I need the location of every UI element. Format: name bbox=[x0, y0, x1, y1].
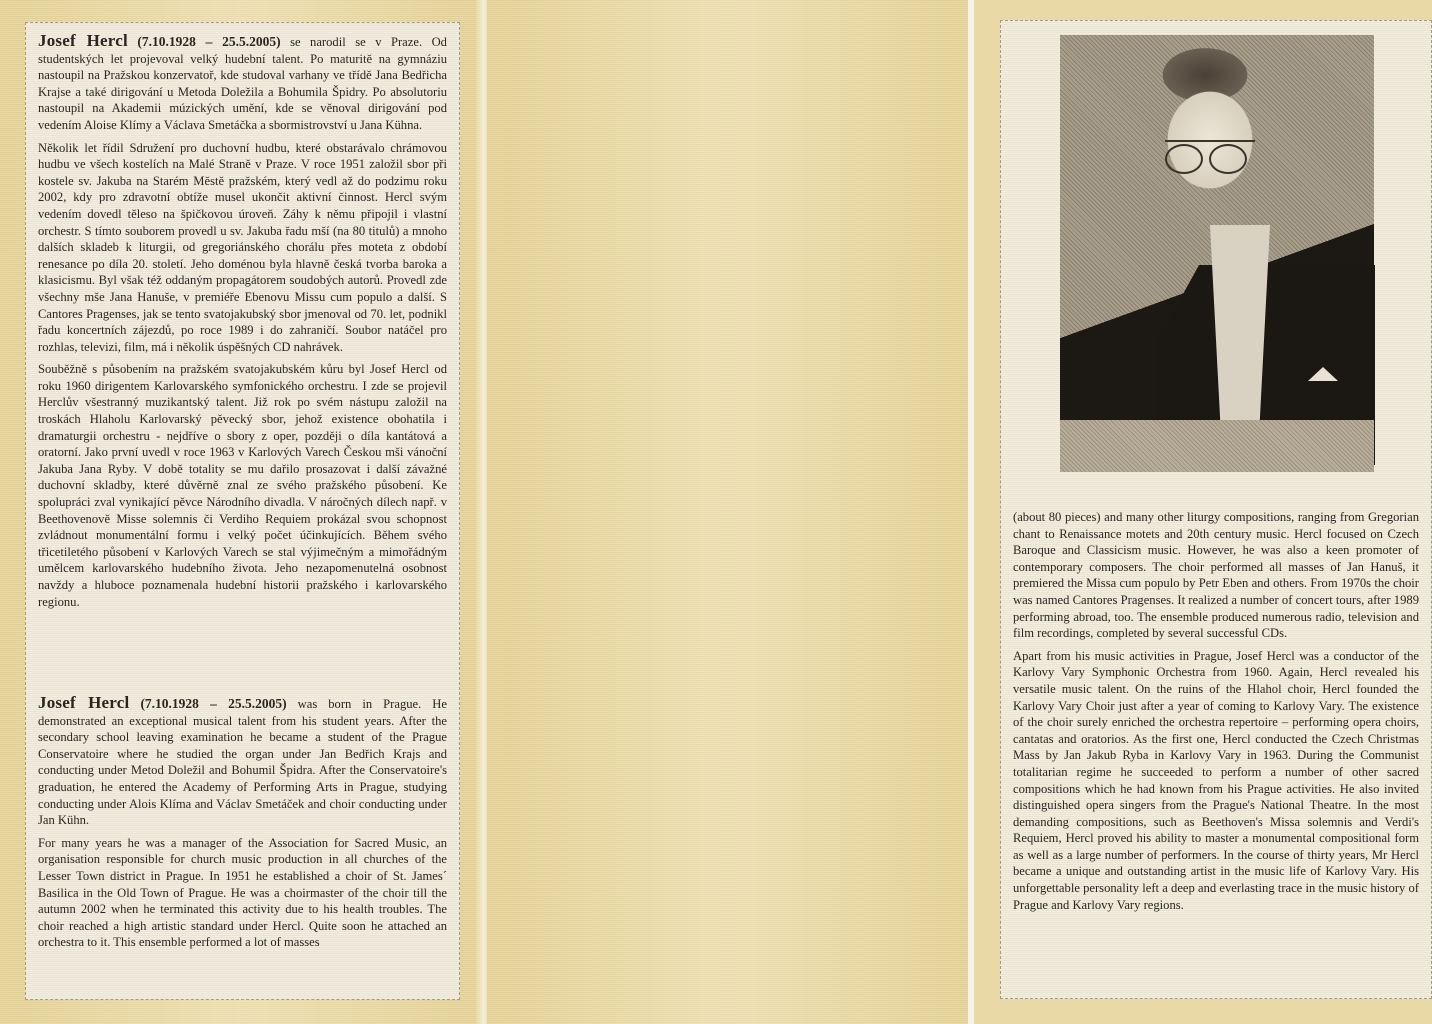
czech-intro-text: se narodil se v Praze. Od studentských let projevoval velký hudební talent. Po maturitě na gymnáziu nastoupil na Pražskou konzervatoř, kde studoval varhany ve třídě Jana Bedřicha Krajse a také dirigování u Metoda Doležila a Bohumila Špidry. Po absolutoriu nastoupil na Akademii múzických umění, kde se věnoval dirigování pod vedením Aloise Klímy a Václava Smetáčka a sbormistrovství u Jana Kühna. bbox=[38, 35, 447, 132]
english-intro-text: was born in Prague. He demonstrated an exceptional musical talent from his student years. After the secondary school leaving examination he became a student of the Prague Conservatoire where he studied the organ under Jan Bedřich Krajs and conducting under Metod Doležil and Bohumil Špidra. After the Conservatoire's graduation, he entered the Academy of Performing Arts in Prague, studying conducting under Alois Klíma and Václav Smetáček and choir conducting under Jan Kühn. bbox=[38, 697, 447, 828]
czech-intro-paragraph bbox=[38, 33, 447, 134]
photo-pocket-square bbox=[1308, 367, 1338, 381]
photo-glasses bbox=[1165, 140, 1255, 172]
czech-paragraph: Několik let řídil Sdružení pro duchovní hudbu, které obstarávalo chrámovou hudbu ve všech kostelích na Malé Straně v Praze. V roce 1951 založil sbor při kostele sv. Jakuba na Starém Městě pražském, který vedl až do podzimu roku 2002, kdy pro zdravotní obtíže musel ukončit aktivní činnost. Hercl svým vedením dovedl těleso na špičkovou úroveň. Záhy k němu připojil i vlastní orchestr. S tímto souborem provedl u sv. Jakuba řadu mší (na 80 titulů) a mnoho dalších skladeb k liturgii, od gregoriánského chorálu přes moteta z období renesance po díla 20. století. Jeho doménou byla hlavně česká tvorba baroka a klasicismu. Byl však též oddaným propagátorem soudobých autorů. Provedl zde všechny mše Jana Hanuše, v premiéře Ebenovu Missu cum populo a další. S Cantores Pragenses, jak se tento svatojakubský sbor jmenoval od 70. let, podnikl řadu koncertních zájezdů, po roce 1989 i do zahraničí. Soubor natáčel pro rozhlas, televizi, film, má i několik úspěšných CD nahrávek. bbox=[38, 140, 447, 354]
english-paragraph: For many years he was a manager of the Association for Sacred Music, an organisation responsible for church music production in all churches of the Lesser Town district in Prague. In 1951 he established a choir of St. James´ Basilica in the Old Town of Prague. He was a choirmaster of the choir till the autumn 2002 when he terminated this activity due to his health troubles. The choir reached a high artistic standard under Hercl. Quite soon he attached an orchestra to it. This ensemble performed a lot of masses bbox=[38, 835, 447, 950]
czech-biography bbox=[38, 33, 447, 616]
english-biography-part-1 bbox=[38, 695, 447, 957]
scan-edge bbox=[968, 0, 974, 1024]
english-paragraph: (about 80 pieces) and many other liturgy compositions, ranging from Gregorian chant to Renaissance motets and 20th century music. Hercl focused on Czech Baroque and Classicism music. However, he was also a keen promoter of contemporary composers. The choir performed all masses of Jan Hanuš, it premiered the Missa cum populo by Petr Eben and others. From 1970s the choir was named Cantores Pragenses. It realized a number of concert tours, after 1989 performing abroad, too. The ensemble produced numerous radio, television and film recordings, completed by several successful CDs. bbox=[1013, 510, 1419, 641]
subject-dates: (7.10.1928 – 25.5.2005) bbox=[137, 34, 281, 49]
subject-dates: (7.10.1928 – 25.5.2005) bbox=[140, 696, 287, 711]
left-text-panel bbox=[25, 22, 460, 1000]
english-intro-paragraph bbox=[38, 695, 447, 829]
english-paragraph: Apart from his music activities in Prague, Josef Hercl was a conductor of the Karlovy Vary Symphonic Orchestra from 1960. Again, Hercl revealed his versatile music talent. On the ruins of the Hlahol choir, Hercl founded the Karlovy Vary Choir just after a year of coming to Karlovy Vary. The existence of the choir surely enriched the orchestra repertoire – performing opera choirs, cantatas and oratorios. As the first one, Hercl conducted the Czech Christmas Mass by Jan Jakub Ryba in Karlovy Vary in 1963. During the Communist totalitarian regime he succeeded to perform a number of other sacred compositions which he had known from his Prague activities. He also invited distinguished opera singers from the Prague's National Theatre. In the most demanding compositions, such as Beethoven's Missa solemnis and Verdi's Requiem, Hercl proved his ability to master a monumental compositional form as well as a large number of performers. In the course of thirty years, Mr Hercl became a unique and outstanding artist in the music life of Karlovy Vary. His unforgettable personality left a deep and everlasting trace in the music history of Prague and Karlovy Vary regions. bbox=[1013, 648, 1419, 912]
portrait-photo bbox=[1060, 35, 1374, 472]
left-page bbox=[0, 0, 482, 1024]
czech-paragraph: Souběžně s působením na pražském svatojakubském kůru byl Josef Hercl od roku 1960 dirigentem Karlovarského symfonického orchestru. I zde se projevil Herclův všestranný muzikantský talent. Již rok po svém nástupu založil na troskách Hlaholu Karlovarský pěvecký sbor, jehož existence obohatila i dramaturgii orchestru - nejdříve o sbory z oper, později o díla kantátová a oratorní. Jako první uvedl v roce 1963 v Karlových Varech Českou mši vánoční Jakuba Jana Ryby. V době totality se mu dařilo prosazovat i další závažné duchovní skladby, které důvěrně znal ze svého pražského působení. Ke spolupráci zval vynikající pěvce Národního divadla. V náročných dílech např. v Beethovenově Misse solemnis či Verdiho Requiem prokázal svou schopnost zvládnout monumentální formu i velký počet účinkujících. Během svého třicetiletého působení v Karlových Varech se stal výjimečným a mimořádným umělcem karlovarského hudebního života. Jeho nezapomenutelná osobnost navždy a hluboce poznamenala hudební historii pražského i karlovarského regionu. bbox=[38, 362, 447, 609]
photo-table bbox=[1060, 420, 1374, 472]
english-biography-part-2 bbox=[1013, 509, 1419, 919]
right-page bbox=[487, 0, 1419, 1024]
right-text-panel bbox=[1000, 20, 1432, 999]
subject-name: Josef Hercl bbox=[38, 693, 130, 712]
subject-name: Josef Hercl bbox=[38, 31, 128, 50]
